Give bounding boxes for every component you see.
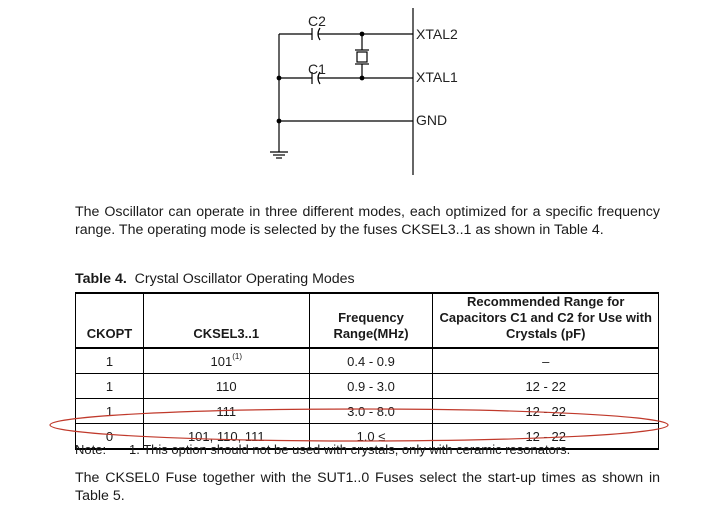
crystal-symbol [355, 50, 369, 64]
tail-paragraph: The CKSEL0 Fuse together with the SUT1..0 Fuses select the start-up times as shown in Table 5. [75, 470, 660, 504]
table-header-row [76, 293, 659, 348]
table-row [76, 399, 659, 424]
header-capacitors: Recommended Range for Capacitors C1 and C2 for Use with Crystals (pF) [433, 293, 659, 348]
note-text: 1. This option should not be used with crystals, only with ceramic resonators. [129, 442, 571, 457]
cell-capacitors: – [433, 348, 659, 374]
label-xtal1: XTAL1 [416, 69, 458, 85]
oscillator-schematic [0, 0, 703, 180]
footnote-ref: (1) [232, 351, 242, 361]
intro-paragraph: The Oscillator can operate in three different modes, each optimized for a specific frequency range. The operating mode is selected by the fuses CKSEL3..1 as shown in Table 4. [75, 204, 660, 238]
label-c2: C2 [308, 13, 326, 29]
cell-frequency: 0.4 - 0.9 [309, 348, 433, 374]
cell-ckopt: 1 [76, 399, 144, 424]
table-note [75, 442, 570, 457]
cell-frequency: 1.0 ≤ [309, 424, 433, 450]
cell-ckopt: 0 [76, 424, 144, 450]
cell-cksel: 101$^{(1)}$ [143, 348, 309, 374]
label-gnd: GND [416, 112, 448, 128]
cell-cksel: 111 [143, 399, 309, 424]
cell-ckopt: 1 [76, 374, 144, 399]
header-cksel: CKSEL3..1 [143, 293, 309, 348]
label-c1: C1 [308, 61, 326, 77]
cell-frequency: 3.0 - 8.0 [309, 399, 433, 424]
cell-ckopt: 1 [76, 348, 144, 374]
note-label: Note: [75, 442, 107, 457]
cell-capacitors: 12 - 22 [433, 424, 659, 450]
label-xtal2: XTAL2 [416, 26, 458, 42]
cell-cksel: 101, 110, 111 [143, 424, 309, 450]
table-caption [75, 271, 355, 287]
table-row [76, 348, 659, 374]
cell-cksel: 110 [143, 374, 309, 399]
oscillator-modes-table [75, 292, 659, 450]
table-caption-title: Crystal Oscillator Operating Modes [134, 271, 355, 287]
header-ckopt: CKOPT [76, 293, 144, 348]
cell-capacitors: 12 - 22 [433, 374, 659, 399]
table-caption-id: Table 4. [75, 271, 127, 287]
cell-capacitors: 12 - 22 [433, 399, 659, 424]
cell-frequency: 0.9 - 3.0 [309, 374, 433, 399]
header-frequency: Frequency Range(MHz) [309, 293, 433, 348]
table-row [76, 374, 659, 399]
